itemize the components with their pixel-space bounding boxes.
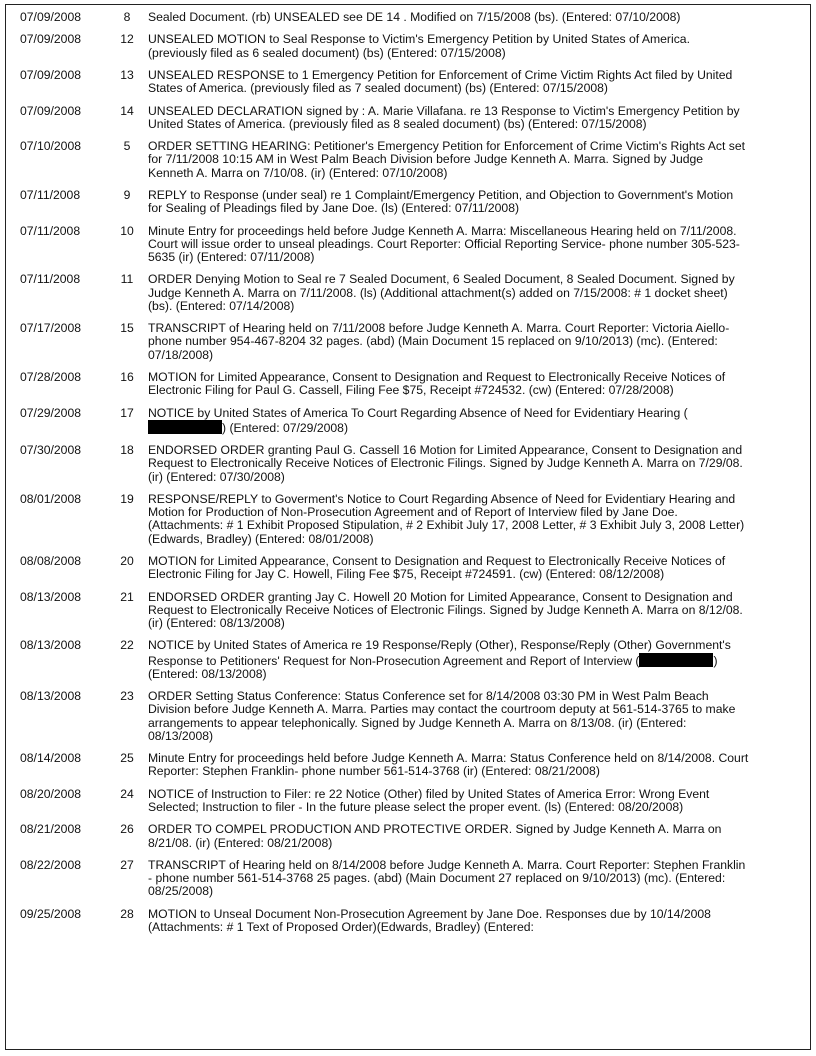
entry-text: ENDORSED ORDER granting Paul G. Cassell 16 Motion for Limited Appearance, Consent to Designation and Request to Electronically Receive Notices of Electronic Filings. Signed by Judge Kenneth A. Marra on 7/29/08. (ir) (Entered: 07/30/2008)	[148, 443, 743, 484]
entry-number: 28	[120, 906, 134, 921]
entry-number: 23	[120, 689, 134, 704]
entry-date: 08/22/2008	[20, 857, 81, 872]
entry-text: TRANSCRIPT of Hearing held on 8/14/2008 before Judge Kenneth A. Marra. Court Reporter: Stephen Franklin - phone number 561-514-3768 25 pages. (abd) (Main Document 27 replaced on 9/10/2013) (mc). (Entered: 08/25/2008)	[148, 857, 746, 899]
docket-row	[6, 444, 810, 493]
entry-number: 27	[120, 857, 134, 872]
entry-date: 07/17/2008	[20, 321, 81, 336]
entry-date: 08/21/2008	[20, 822, 81, 837]
entry-text-part: ) (Entered: 08/13/2008)	[148, 653, 718, 681]
entry-date: 07/10/2008	[20, 139, 81, 154]
entry-number: 20	[120, 553, 134, 568]
entry-text-part: ) (Entered: 07/29/2008)	[222, 420, 349, 435]
docket-row	[6, 140, 810, 189]
entry-text: UNSEALED DECLARATION signed by : A. Marie Villafana. re 13 Response to Victim's Emergency Petition by United States of America. (previously filed as 8 sealed document) (bs) (Entered: 07/15/2008)	[148, 103, 740, 131]
docket-row	[6, 225, 810, 274]
entry-number: 21	[120, 589, 134, 604]
entry-text-part: NOTICE by United States of America To Court Regarding Absence of Need for Evidentiary Hearing (	[148, 405, 688, 420]
entry-number: 11	[120, 272, 134, 287]
docket-row	[6, 639, 810, 690]
entry-text: UNSEALED RESPONSE to 1 Emergency Petition for Enforcement of Crime Victim Rights Act filed by United States of America. (previously filed as 7 sealed document) (bs) (Entered: 07/15/2008)	[148, 67, 733, 96]
entry-date: 07/09/2008	[20, 10, 81, 24]
entry-number: 12	[120, 32, 134, 47]
docket-row	[6, 493, 810, 555]
docket-row	[6, 189, 810, 225]
redaction-box	[148, 420, 222, 434]
entry-text-part: NOTICE by United States of America re 19 Response/Reply (Other), Response/Reply (Other) Government's Response to Petitioners' Request for Non-Prosecution Agreement and Report of Interview (	[148, 638, 731, 668]
entry-text: Minute Entry for proceedings held before Judge Kenneth A. Marra: Miscellaneous Hearing held on 7/11/2008. Court will issue order to unseal pleadings. Court Reporter: Official Reporting Service- phone number 305-523-5635 (ir) (Entered: 07/11/2008)	[148, 223, 740, 264]
entry-text: ENDORSED ORDER granting Jay C. Howell 20 Motion for Limited Appearance, Consent to Designation and Request to Electronically Receive Notices of Electronic Filings. Signed by Judge Kenneth A. Marra on 8/12/08. (ir) (Entered: 08/13/2008)	[148, 589, 743, 630]
entry-text: TRANSCRIPT of Hearing held on 7/11/2008 before Judge Kenneth A. Marra. Court Reporter: Victoria Aiello- phone number 954-467-8204 32 pages. (abd) (Main Document 15 replaced on 9/10/2013) (mc). (Entered: 07/18/2008)	[148, 321, 730, 362]
entry-text	[148, 407, 810, 445]
entry-date: 07/11/2008	[20, 187, 81, 202]
entry-text: ORDER TO COMPEL PRODUCTION AND PROTECTIVE ORDER. Signed by Judge Kenneth A. Marra on 8/21/08. (ir) (Entered: 08/21/2008)	[148, 822, 722, 850]
entry-number: 9	[123, 187, 131, 202]
docket-row	[6, 859, 810, 908]
entry-text: ORDER SETTING HEARING: Petitioner's Emergency Petition for Enforcement of Crime Victim's Rights Act set for 7/11/2008 10:15 AM in West Palm Beach Division before Judge Kenneth A. Marra. Signed by Judge Kenneth A. Marra on 7/10/08. (ir) (Entered: 07/10/2008)	[148, 139, 746, 180]
entry-number: 5	[123, 139, 131, 154]
entry-text: MOTION for Limited Appearance, Consent to Designation and Request to Electronically Receive Notices of Electronic Filing for Jay C. Howell, Filing Fee $75, Receipt #724591. (cw) (Entered: 08/12/2008)	[148, 553, 726, 582]
entry-date: 08/14/2008	[20, 751, 81, 766]
entry-number: 26	[120, 822, 134, 837]
entry-text: MOTION to Unseal Document Non-Prosecution Agreement by Jane Doe. Responses due by 10/14/2008 (Attachments: # 1 Text of Proposed Order)(Edwards, Bradley) (Entered:	[148, 906, 711, 934]
entry-number: 13	[120, 67, 134, 82]
entry-date: 09/25/2008	[20, 906, 81, 921]
docket-page	[5, 4, 811, 1050]
entry-text: MOTION for Limited Appearance, Consent to Designation and Request to Electronically Receive Notices of Electronic Filing for Paul G. Cassell, Filing Fee $75, Receipt #724532. (cw) (Entered: 07/28/2008)	[148, 369, 726, 398]
entry-number: 22	[120, 638, 134, 653]
entry-text: NOTICE of Instruction to Filer: re 22 Notice (Other) filed by United States of America Error: Wrong Event Selected; Instruction to filer - In the future please select the proper event. (ls) (Entered: 08/20/2008)	[148, 786, 710, 814]
entry-text	[148, 639, 810, 690]
docket-row	[6, 823, 810, 859]
docket-row	[6, 908, 810, 944]
docket-row	[6, 555, 810, 591]
entry-date: 08/13/2008	[20, 589, 81, 604]
entry-date: 07/09/2008	[20, 103, 81, 118]
entry-text: ORDER Setting Status Conference: Status Conference set for 8/14/2008 03:30 PM in West Palm Beach Division before Judge Kenneth A. Marra. Parties may contact the courtroom deputy at 561-514-3765 to make arrangements to appear telephonically. Signed by Judge Kenneth A. Marra on 8/13/08. (ir) (Entered: 08/13/2008)	[148, 689, 736, 743]
entry-date: 08/20/2008	[20, 786, 81, 801]
docket-row	[6, 33, 810, 69]
entry-date: 07/09/2008	[20, 32, 81, 47]
entry-date: 07/28/2008	[20, 369, 81, 384]
entry-number: 17	[120, 405, 134, 420]
entry-date: 07/11/2008	[20, 272, 81, 287]
entry-text: RESPONSE/REPLY to Goverment's Notice to Court Regarding Absence of Need for Evidentiary Hearing and Motion for Production of Non-Prosecution Agreement and of Report of Interview filed by Jane Doe. (Attachments: # 1 Exhibit Proposed Stipulation, # 2 Exhibit July 17, 2008 Letter, # 3 Exhibit July 3, 2008 Letter)(Edwards, Bradley) (Entered: 08/01/2008)	[148, 491, 745, 546]
entry-text: Minute Entry for proceedings held before Judge Kenneth A. Marra: Status Conference held on 8/14/2008. Court Reporter: Stephen Franklin- phone number 561-514-3768 (ir) (Entered: 08/21/2008)	[148, 751, 749, 779]
entry-date: 08/13/2008	[20, 638, 81, 653]
entry-number: 18	[120, 443, 134, 458]
entry-text: REPLY to Response (under seal) re 1 Complaint/Emergency Petition, and Objection to Government's Motion for Sealing of Pleadings filed by Jane Doe. (ls) (Entered: 07/11/2008)	[148, 187, 734, 216]
docket-row	[6, 788, 810, 824]
entry-date: 07/29/2008	[20, 405, 81, 420]
entry-number: 8	[123, 10, 131, 24]
entry-number: 16	[120, 369, 134, 384]
docket-table	[6, 11, 810, 943]
docket-row	[6, 69, 810, 105]
entry-number: 19	[120, 491, 134, 506]
entry-text: Sealed Document. (rb) UNSEALED see DE 14 . Modified on 7/15/2008 (bs). (Entered: 07/10/2008)	[148, 10, 681, 24]
entry-number: 25	[120, 751, 134, 766]
redaction-box	[639, 653, 713, 667]
docket-row	[6, 273, 810, 322]
entry-number: 15	[120, 321, 134, 336]
docket-row	[6, 105, 810, 141]
entry-number: 10	[120, 223, 134, 238]
entry-date: 07/11/2008	[20, 223, 81, 238]
entry-date: 08/08/2008	[20, 553, 81, 568]
entry-text: ORDER Denying Motion to Seal re 7 Sealed Document, 6 Sealed Document, 8 Sealed Document. Signed by Judge Kenneth A. Marra on 7/11/2008. (ls) (Additional attachment(s) added on 7/15/2008: # 1 docket sheet) (bs). (Entered: 07/14/2008)	[148, 272, 735, 313]
entry-date: 08/01/2008	[20, 491, 81, 506]
docket-row	[6, 371, 810, 407]
entry-number: 24	[120, 786, 134, 801]
entry-text: UNSEALED MOTION to Seal Response to Victim's Emergency Petition by United States of America. (previously filed as 6 sealed document) (bs) (Entered: 07/15/2008)	[148, 32, 690, 60]
entry-number: 14	[120, 103, 134, 118]
entry-date: 07/30/2008	[20, 443, 81, 458]
docket-row	[6, 752, 810, 788]
docket-row	[6, 322, 810, 371]
docket-row	[6, 11, 810, 33]
docket-row	[6, 407, 810, 445]
entry-date: 07/09/2008	[20, 67, 81, 82]
docket-row	[6, 690, 810, 752]
docket-row	[6, 591, 810, 640]
entry-date: 08/13/2008	[20, 689, 81, 704]
docket-body	[6, 11, 810, 943]
